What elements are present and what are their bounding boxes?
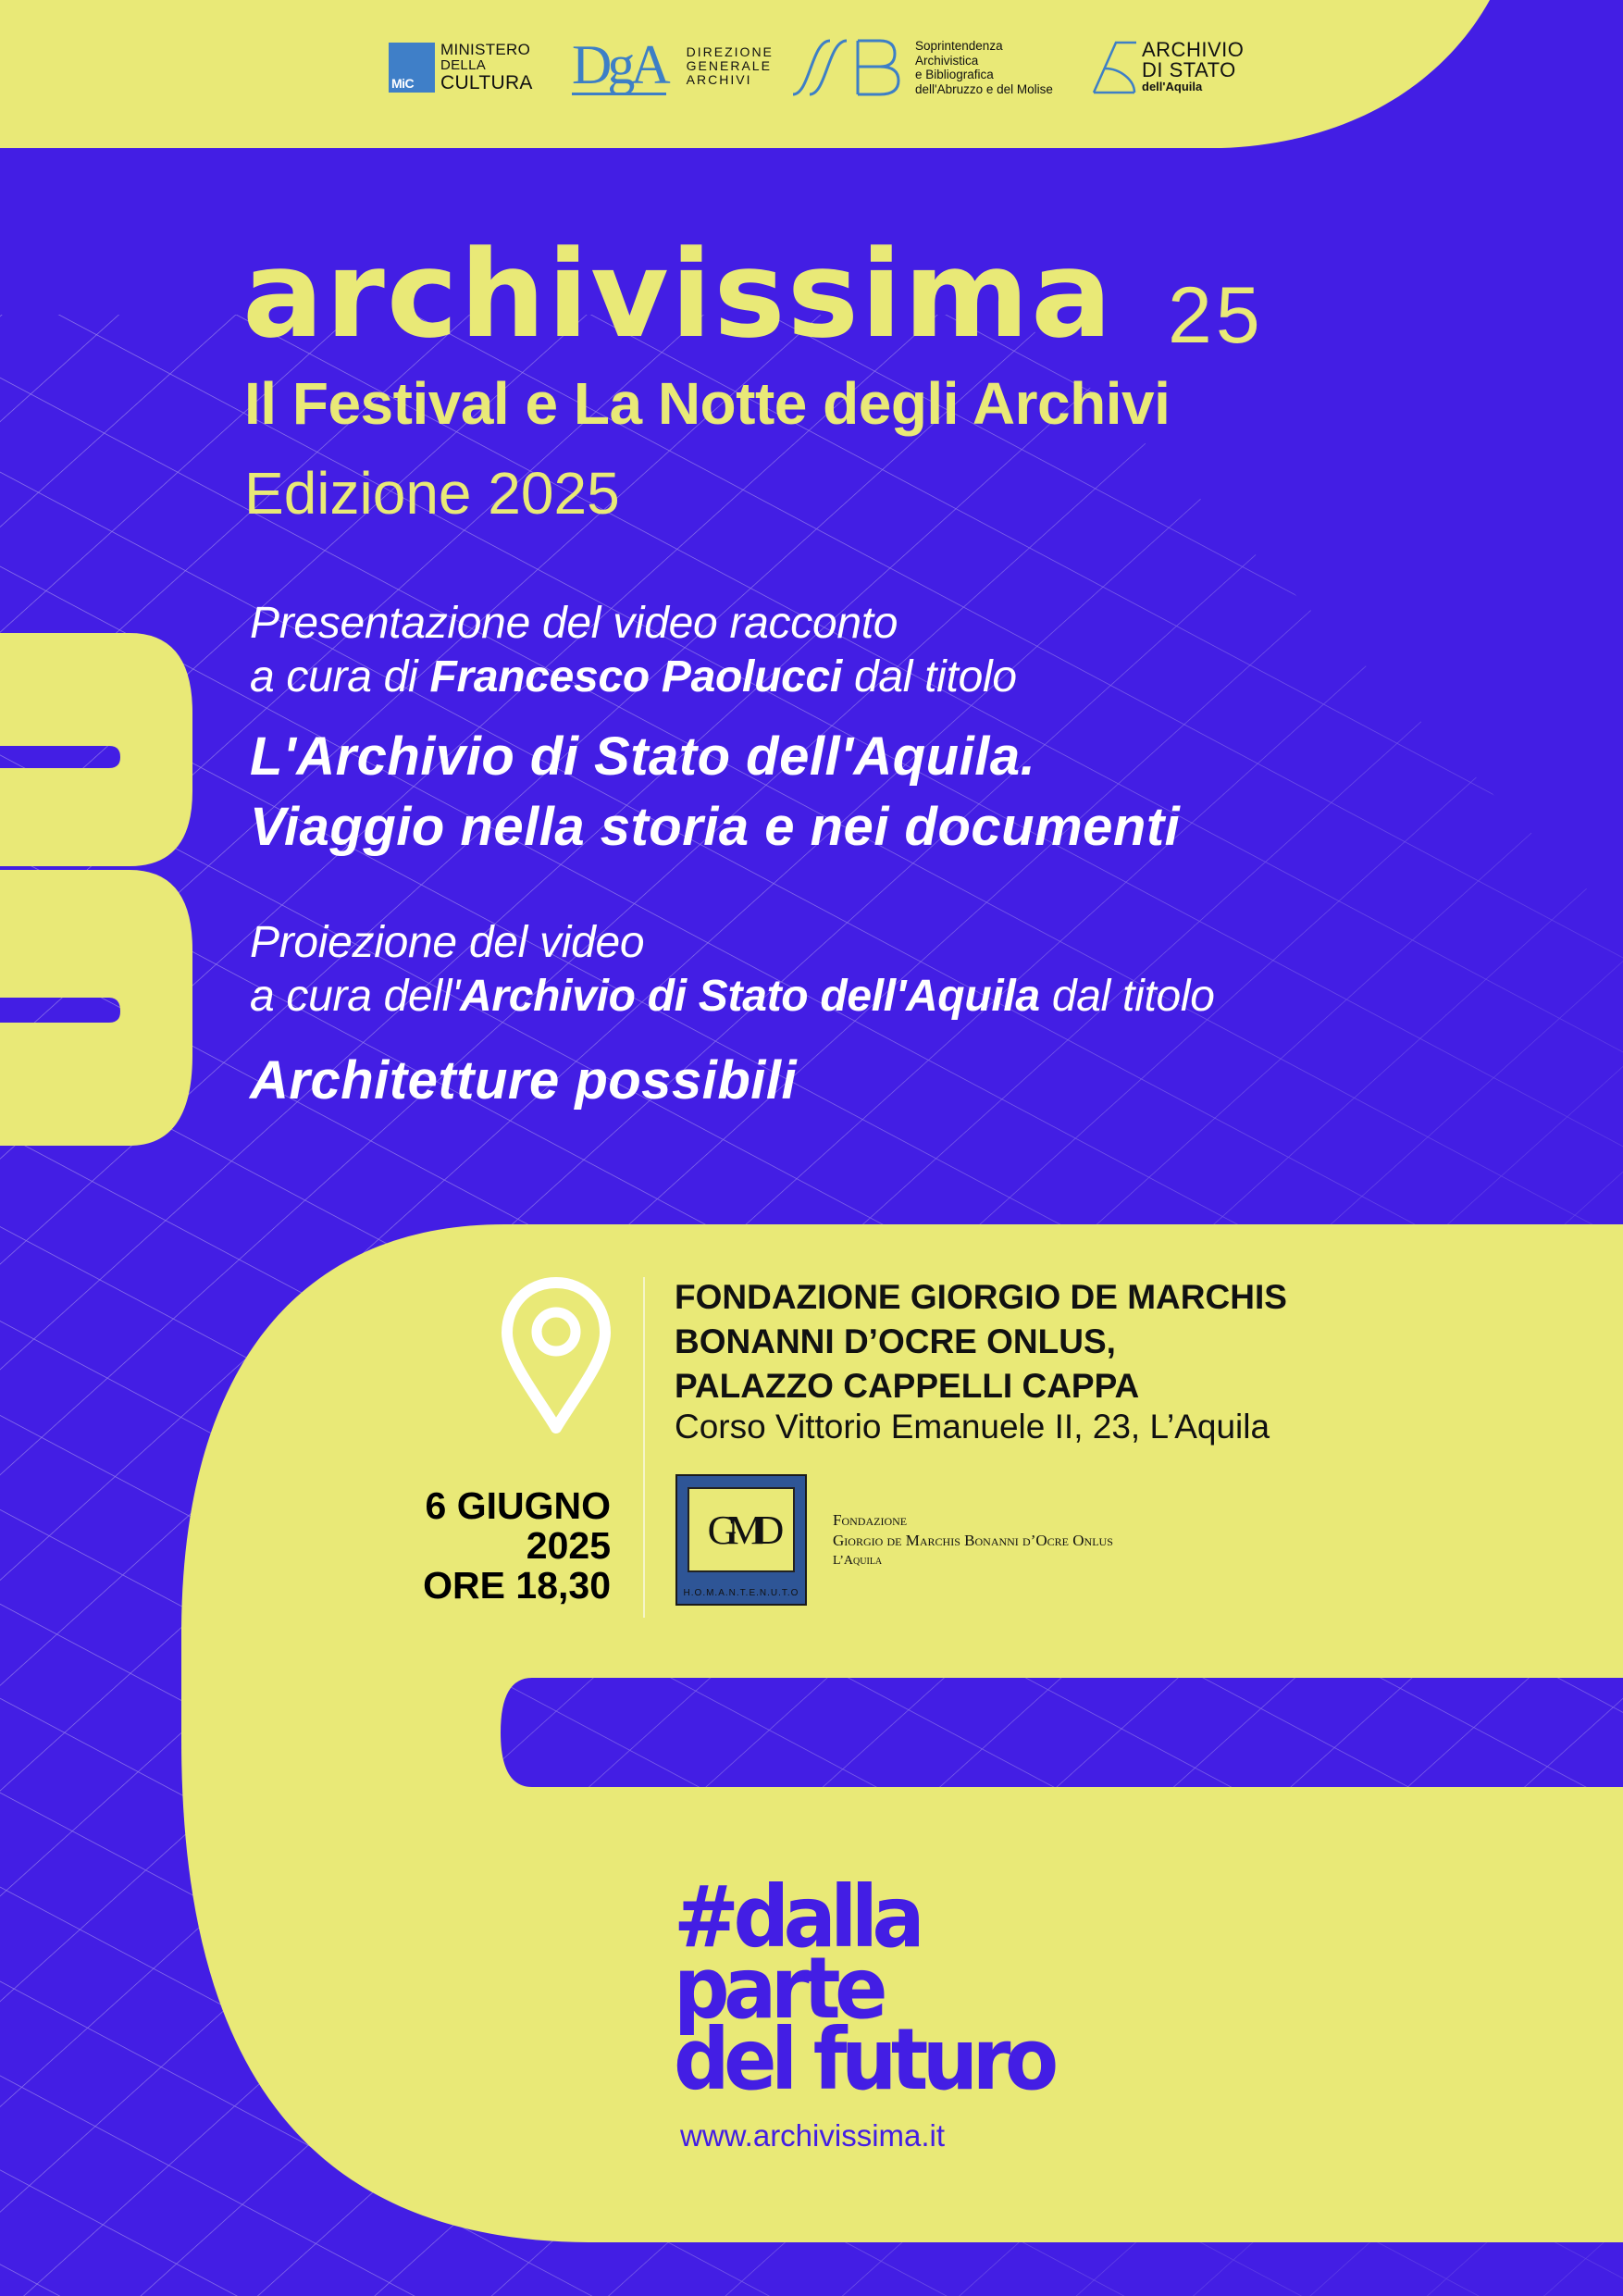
logo-soprintendenza bbox=[791, 37, 1053, 98]
venue-name: FONDAZIONE GIORGIO DE MARCHIS BONANNI D’OCRE ONLUS, PALAZZO CAPPELLI CAPPA bbox=[675, 1278, 1287, 1405]
brand-title: archivissima bbox=[242, 224, 1114, 365]
event1-title: L'Archivio di Stato dell'Aquila. Viaggio nella storia e nei documenti bbox=[250, 726, 1181, 857]
sab-mark-icon bbox=[791, 37, 902, 98]
logo-archivio-stato bbox=[1092, 39, 1244, 94]
logo-dga bbox=[572, 34, 774, 95]
edition-number: 25 bbox=[1168, 271, 1264, 360]
foundation-logo bbox=[675, 1474, 807, 1606]
map-pin-icon bbox=[500, 1275, 613, 1437]
organizer-name: Archivio di Stato dell'Aquila bbox=[460, 972, 1040, 1021]
event2-title: Architetture possibili bbox=[250, 1050, 798, 1111]
event2-intro: Proiezione del video a cura dell'Archivio di Stato dell'Aquila dal titolo bbox=[250, 918, 1215, 1021]
archivio-stato-mark-icon bbox=[1092, 39, 1138, 94]
logo-text: GENERALE bbox=[686, 58, 772, 73]
festival-subtitle: Il Festival e La Notte degli Archivi bbox=[244, 370, 1171, 437]
logo-text: CULTURA bbox=[440, 72, 533, 93]
event1-intro: Presentazione del video racconto a cura di Francesco Paolucci dal titolo bbox=[250, 599, 1017, 701]
edition-label: Edizione 2025 bbox=[244, 460, 620, 527]
logo-text: DIREZIONE bbox=[686, 44, 774, 59]
logo-text: ARCHIVIO bbox=[1142, 38, 1245, 61]
logo-text: MINISTERO bbox=[440, 41, 531, 58]
logo-ministero-cultura bbox=[389, 42, 533, 93]
logo-text: e Bibliografica bbox=[915, 68, 994, 81]
website-link[interactable]: www.archivissima.it bbox=[680, 2118, 946, 2153]
venue-address: Corso Vittorio Emanuele II, 23, L’Aquila bbox=[675, 1408, 1270, 1446]
author-name: Francesco Paolucci bbox=[429, 652, 842, 701]
logo-text: dell'Aquila bbox=[1142, 80, 1203, 93]
dga-mark-icon: DgA bbox=[572, 34, 666, 95]
mic-emblem-icon: MiC bbox=[389, 43, 435, 93]
logo-text: Soprintendenza bbox=[915, 39, 1003, 53]
divider-line bbox=[643, 1277, 645, 1618]
logo-text: dell'Abruzzo e del Molise bbox=[915, 81, 1053, 96]
logo-text: Archivistica bbox=[915, 53, 979, 68]
logo-text: ARCHIVI bbox=[686, 72, 752, 87]
foundation-logo-caption: H.O.M.A.N.T.E.N.U.T.O bbox=[683, 1588, 799, 1598]
campaign-hashtag: #dalla parte del futuro bbox=[674, 1868, 1053, 2109]
event-date: 6 GIUGNO 2025 ORE 18,30 bbox=[423, 1484, 611, 1607]
foundation-name: Fondazione Giorgio de Marchis Bonanni d’Ocre Onlus L’Aquila bbox=[833, 1511, 1113, 1568]
logo-text: DELLA bbox=[440, 57, 487, 73]
logo-text: DI STATO bbox=[1142, 58, 1236, 81]
gmd-monogram-icon: GMD bbox=[688, 1487, 795, 1572]
